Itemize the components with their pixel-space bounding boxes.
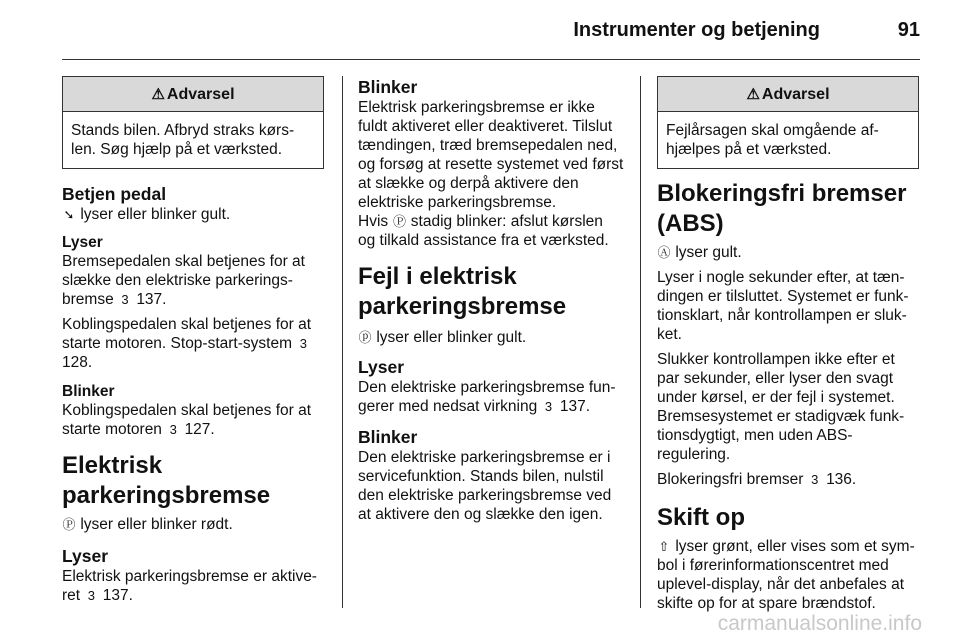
subheading-lyser: Lyser	[358, 357, 405, 377]
page-ref-icon: 3	[87, 588, 96, 603]
subheading-blinker: Blinker	[358, 427, 418, 447]
column-divider	[640, 76, 641, 608]
running-header-title: Instrumenter og betjening	[573, 19, 820, 41]
page-ref-icon: 3	[169, 422, 177, 437]
page-ref-icon: 3	[544, 399, 553, 414]
warning-box	[62, 76, 324, 169]
paragraph: Den elektriske parkeringsbremse fun-gerer med nedsat virkning 3 137.	[358, 379, 616, 415]
paragraph: Blokeringsfri bremser 3 136.	[657, 471, 857, 488]
paragraph: Den elektriske parkeringsbremse er i servicefunktion. Stands bilen, nulstil den elektriske parkeringsbremse ved at aktivere den og slække den igen.	[358, 449, 612, 523]
paragraph: Koblingspedalen skal betjenes for at starte motoren 3 127.	[62, 402, 312, 438]
warning-text: Fejlårsagen skal omgående af-hjælpes på et værksted.	[666, 122, 879, 158]
pedal-indicator-line: ➘ lyser eller blinker gult.	[63, 206, 231, 223]
section-title-abs: Blokeringsfri bremser (ABS)	[657, 180, 907, 237]
subheading-blinker: Blinker	[62, 383, 115, 400]
paragraph: Lyser i nogle sekunder efter, at tæn-dingen er tilsluttet. Systemet er funk-tionsklart, når kontrollampen er sluk-ket.	[657, 269, 909, 343]
parking-brake-icon: Ⓟ	[392, 214, 406, 229]
column-divider	[342, 76, 343, 608]
page-ref-icon: 3	[811, 472, 819, 487]
page-number: 91	[897, 19, 920, 41]
paragraph: ⇧ lyser grønt, eller vises som et sym-bol i førerinformationscentret med uplevel-display, når det anbefales at skifte op for at spare brændstof.	[657, 538, 915, 612]
paragraph: Bremsepedalen skal betjenes for at slække den elektriske parkerings-bremse 3 137.	[62, 253, 305, 308]
subheading-lyser: Lyser	[62, 546, 109, 566]
column-2	[358, 76, 624, 524]
warning-header: ⚠ Advarsel	[658, 77, 918, 112]
parking-brake-icon: Ⓟ	[62, 517, 76, 532]
watermark: carmanualsonline.info	[717, 612, 922, 635]
page-ref-icon: 3	[121, 292, 129, 307]
paragraph: Elektrisk parkeringsbremse er ikke fuldt aktiveret eller deaktiveret. Tilslut tændingen, træd bremsepedalen ned, og forsøg at resette systemet ved først at slække og derpå aktivere den elektriske parkeringsbremse.	[358, 99, 624, 211]
subheading-lyser: Lyser	[62, 234, 103, 251]
paragraph: Hvis Ⓟ stadig blinker: afslut kørslen og tilkald assistance fra et værksted.	[358, 213, 609, 249]
section-title-elektrisk: Elektrisk parkeringsbremse	[62, 452, 271, 509]
parking-brake-fault-indicator-line: ⓟ lyser eller blinker gult.	[358, 329, 527, 346]
column-3	[657, 76, 919, 613]
header-rule	[62, 59, 920, 60]
warning-box	[657, 76, 919, 169]
parking-brake-indicator-line: Ⓟ lyser eller blinker rødt.	[62, 516, 233, 533]
paragraph: Slukker kontrollampen ikke efter et par sekunder, eller lyser den svagt under kørsel, er der fejl i systemet. Bremsesystemet er stadigvæk funk-tionsdygtigt, men uden ABS-regulering.	[657, 351, 905, 463]
shift-up-icon: ⇧	[658, 539, 670, 554]
abs-icon: Ⓐ	[657, 245, 671, 260]
section-title-pedal: Betjen pedal	[62, 184, 167, 204]
section-title-fejl: Fejl i elektrisk parkeringsbremse	[358, 263, 567, 320]
warning-triangle-icon: ⚠	[151, 86, 165, 103]
subheading-blinker: Blinker	[358, 77, 418, 97]
column-1	[62, 76, 324, 605]
section-title-skift-op: Skift op	[657, 504, 745, 531]
warning-header: ⚠ Advarsel	[63, 77, 323, 112]
warning-triangle-icon: ⚠	[746, 86, 760, 103]
paragraph: Koblingspedalen skal betjenes for at starte motoren. Stop-start-system 3 128.	[62, 316, 312, 371]
abs-indicator-line: Ⓐ lyser gult.	[657, 244, 742, 261]
warning-text: Stands bilen. Afbryd straks kørs- len. Søg hjælp på et værksted.	[71, 122, 295, 158]
page-ref-icon: 3	[299, 336, 307, 351]
paragraph: Elektrisk parkeringsbremse er aktive-ret 3 137.	[62, 568, 317, 604]
parking-brake-fault-icon: ⓟ	[358, 330, 372, 345]
foot-pedal-icon: ➘	[63, 207, 75, 222]
